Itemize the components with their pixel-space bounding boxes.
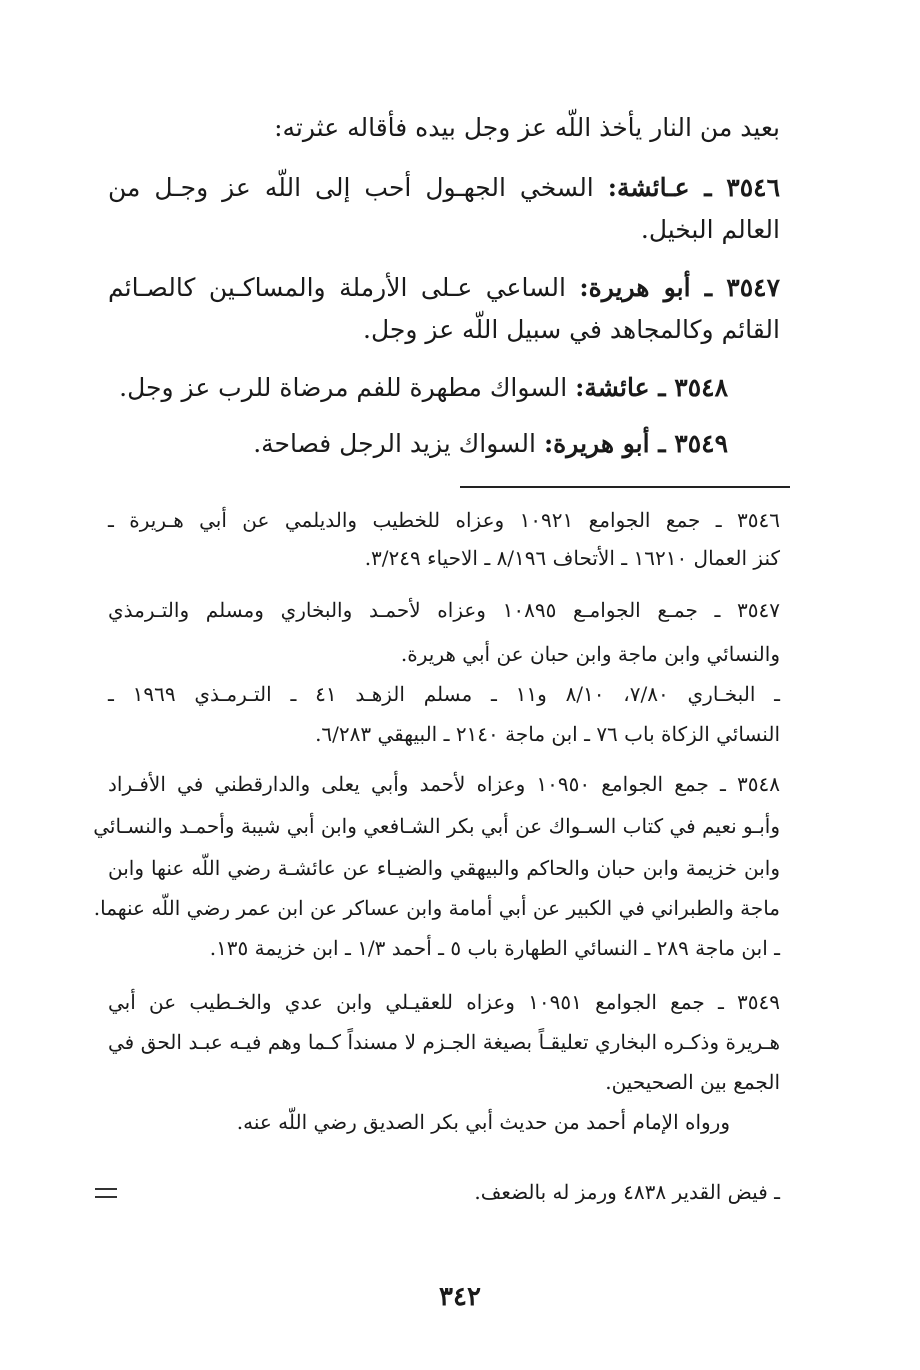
hadith-text: السواك مطهرة للفم مرضاة للرب عز وجل.: [119, 373, 568, 402]
footnote-3548-line-3: وابن خزيمة وابن حبان والحاكم والبيهقي والضيـاء عن عائشـة رضي اللّه عنها وابن: [108, 856, 780, 880]
hadith-number: ٣٥٤٨: [674, 373, 728, 402]
hadith-text: السخي الجهـول أحب إلى اللّه عز وجـل من: [108, 173, 594, 202]
hadith-narrator: عائشة:: [575, 373, 650, 402]
hadith-3549: [253, 428, 728, 459]
hadith-number: ٣٥٤٩: [674, 429, 728, 458]
hadith-dash: ـ: [649, 429, 675, 458]
footnote-3548-line-1: ٣٥٤٨ ـ جمع الجوامع ١٠٩٥٠ وعزاه لأحمد وأبي يعلى والدارقطني في الأفـراد: [108, 772, 780, 796]
footnote-3549-line-1: ٣٥٤٩ ـ جمع الجوامع ١٠٩٥١ وعزاه للعقيـلي وابن عدي والخـطيب عن أبي: [108, 990, 781, 1014]
hadith-number: ٣٥٤٧: [726, 273, 780, 302]
footnote-3547-line-4: النسائي الزكاة باب ٧٦ ـ ابن ماجة ٢١٤٠ ـ البيهقي ٦/٢٨٣.: [315, 722, 780, 746]
hadith-dash: ـ: [649, 373, 675, 402]
hadith-3547-line-1: [108, 272, 780, 303]
footnote-3546-line-1: ٣٥٤٦ ـ جمع الجوامع ١٠٩٢١ وعزاه للخطيب والديلمي عن أبي هـريرة ـ: [108, 508, 780, 532]
footnote-3546-line-2: كنز العمال ١٦٢١٠ ـ الأتحاف ٨/١٩٦ ـ الاحياء ٣/٢٤٩.: [364, 546, 780, 570]
hadith-3546-line-1: [108, 172, 780, 203]
hadith-3546-line-2: العالم البخيل.: [640, 215, 780, 244]
hadith-dash: ـ: [689, 173, 727, 202]
footnote-3549-line-5: ـ فيض القدير ٤٨٣٨ ورمز له بالضعف.: [474, 1180, 780, 1204]
footnote-3547-line-2: والنسائي وابن ماجة وابن حبان عن أبي هريرة.: [400, 642, 780, 666]
hadith-3547-line-2: القائم وكالمجاهد في سبيل اللّه عز وجل.: [363, 315, 780, 344]
hadith-narrator: أبو هريرة:: [579, 273, 691, 302]
footnote-3548-line-2: وأبـو نعيم في كتاب السـواك عن أبي بكر الشـافعي وابن أبي شيبة وأحمـد والنسـائي: [93, 814, 780, 838]
hadith-narrator: عـائشة:: [607, 173, 690, 202]
hadith-text: السواك يزيد الرجل فصاحة.: [253, 429, 536, 458]
hadith-text: الساعي عـلى الأرملة والمساكـين كالصـائم: [108, 273, 566, 302]
margin-marker-top: [95, 1188, 117, 1190]
intro-line: بعيد من النار يأخذ اللّه عز وجل بيده فأقاله عثرته:: [274, 113, 780, 142]
footnote-3549-line-2: هـريرة وذكـره البخاري تعليقـاً بصيغة الجـزم لا مسنداً كـما وهم فيـه عبـد الحق في: [108, 1030, 780, 1054]
hadith-3548: [119, 372, 728, 403]
footnote-3547-line-3: ـ البخـاري ٧/٨٠، ٨/١٠ و١١ ـ مسلم الزهـد ٤١ ـ التـرمـذي ١٩٦٩ ـ: [108, 682, 781, 706]
page-number: ٣٤٢: [439, 1282, 481, 1312]
footnote-3549-line-4: ورواه الإمام أحمد من حديث أبي بكر الصديق رضي اللّه عنه.: [236, 1110, 730, 1134]
margin-marker-bottom: [95, 1196, 117, 1198]
footnote-3548-line-4: ماجة والطبراني في الكبير عن أبي أمامة وابن عساكر عن ابن عمر رضي اللّه عنهما.: [93, 896, 780, 920]
footnote-3547-line-1: ٣٥٤٧ ـ جمـع الجوامـع ١٠٨٩٥ وعزاه لأحمـد والبخاري ومسلم والتـرمذي: [108, 598, 781, 622]
hadith-number: ٣٥٤٦: [726, 173, 780, 202]
footnote-3549-line-3: الجمع بين الصحيحين.: [605, 1070, 780, 1094]
hadith-dash: ـ: [690, 273, 727, 302]
hadith-narrator: أبو هريرة:: [543, 429, 650, 458]
footnote-3548-line-5: ـ ابن ماجة ٢٨٩ ـ النسائي الطهارة باب ٥ ـ أحمد ١/٣ ـ ابن خزيمة ١٣٥.: [209, 936, 780, 960]
footnote-separator: [460, 486, 790, 488]
